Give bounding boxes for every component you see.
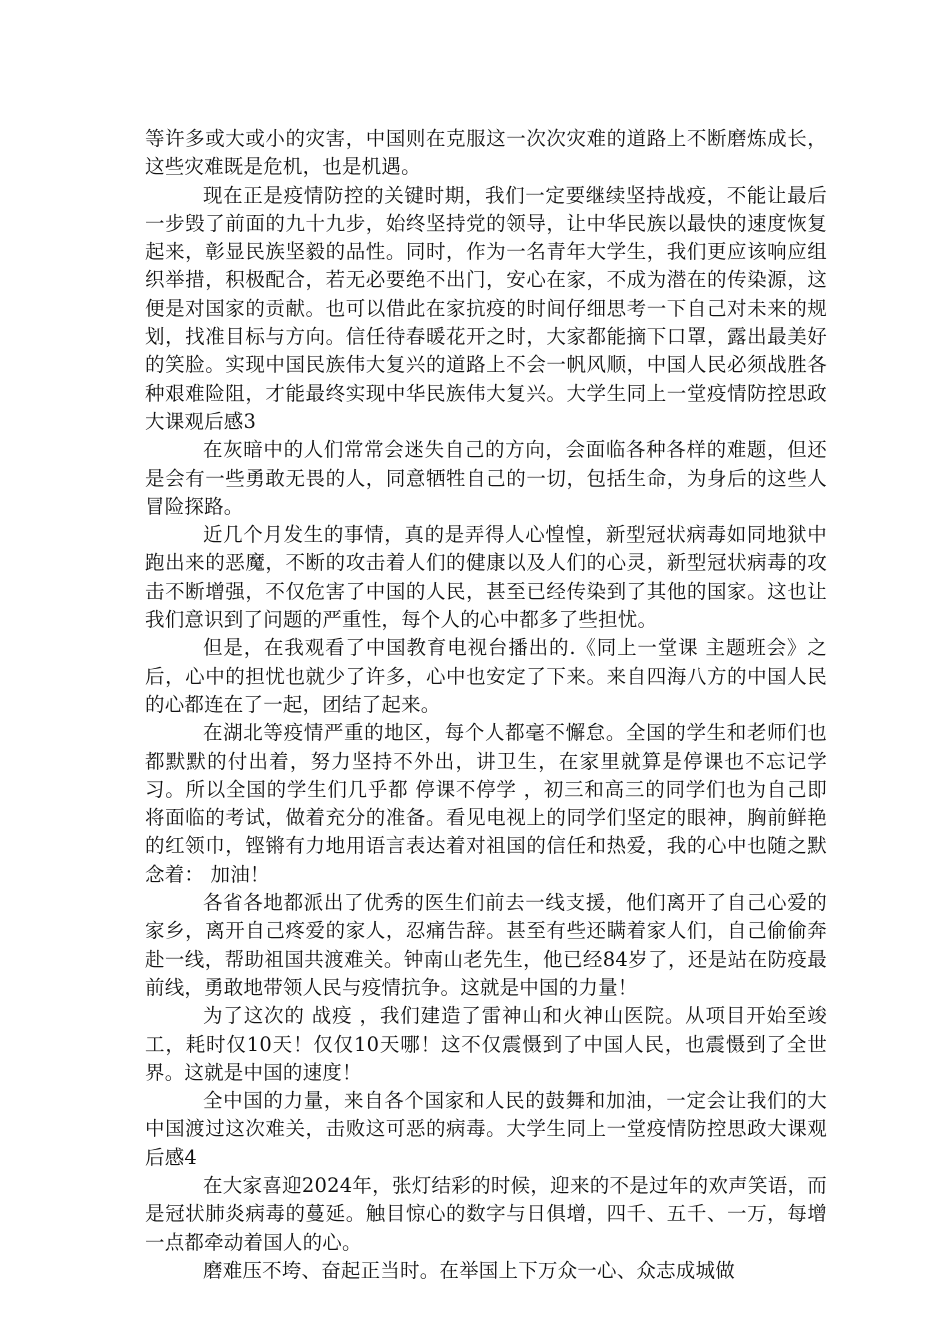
paragraph-10: 在大家喜迎2024年，张灯结彩的时候，迎来的不是过年的欢声笑语，而是冠状肺炎病毒的蔓延。触目惊心的数字与日俱增，四千、五千、一万，每增一点都牵动着国人的心。 [145, 1173, 827, 1254]
paragraph-7: 各省各地都派出了优秀的医生们前去一线支援，他们离开了自己心爱的家乡，离开自己疼爱的家人，忍痛告辞。甚至有些还瞒着家人们，自己偷偷奔赴一线，帮助祖国共渡难关。钟南山老先生，他已经84岁了，还是站在防疫最前线，勇敢地带领人民与疫情抗争。这就是中国的力量！ [145, 891, 827, 999]
paragraph-9: 全中国的力量，来自各个国家和人民的鼓舞和加油，一定会让我们的大中国渡过这次难关，击败这可恶的病毒。大学生同上一堂疫情防控思政大课观后感4 [145, 1089, 827, 1169]
paragraph-11: 磨难压不垮、奋起正当时。在举国上下万众一心、众志成城做 [203, 1258, 735, 1282]
document-body [145, 125, 827, 1285]
paragraph-4: 近几个月发生的事情，真的是弄得人心惶惶，新型冠状病毒如同地狱中跑出来的恶魔，不断的攻击着人们的健康以及人们的心灵，新型冠状病毒的攻击不断增强，不仅危害了中国的人民，甚至已经传染到了其他的国家。这也让我们意识到了问题的严重性，每个人的心中都多了些担忧。 [145, 523, 827, 632]
paragraph-8: 为了这次的 战疫 ，我们建造了雷神山和火神山医院。从项目开始至竣工，耗时仅10天！仅仅10天哪！这不仅震慑到了中国人民，也震慑到了全世界。这就是中国的速度！ [145, 1004, 827, 1084]
paragraph-1: 等许多或大或小的灾害，中国则在克服这一次次灾难的道路上不断磨炼成长，这些灾难既是危机，也是机遇。 [145, 127, 827, 179]
paragraph-5: 但是，在我观看了中国教育电视台播出的.《同上一堂课 主题班会》之后，心中的担忧也就少了许多，心中也安定了下来。来自四海八方的中国人民的心都连在了一起，团结了起来。 [145, 636, 827, 716]
paragraph-2: 现在正是疫情防控的关键时期，我们一定要继续坚持战疫，不能让最后一步毁了前面的九十九步，始终坚持党的领导，让中华民族以最快的速度恢复起来，彰显民族坚毅的品性。同时，作为一名青年大学生，我们更应该响应组织举措，积极配合，若无必要绝不出门，安心在家，不成为潜在的传染源，这便是对国家的贡献。也可以借此在家抗疫的时间仔细思考一下自己对未来的规划，找准目标与方向。信任待春暖花开之时，大家都能摘下口罩，露出最美好的笑脸。实现中国民族伟大复兴的道路上不会一帆风顺，中国人民必须战胜各种艰难险阻，才能最终实现中华民族伟大复兴。大学生同上一堂疫情防控思政大课观后感3 [145, 183, 827, 433]
paragraph-3: 在灰暗中的人们常常会迷失自己的方向，会面临各种各样的难题，但还是会有一些勇敢无畏的人，同意牺牲自己的一切，包括生命，为身后的这些人冒险探路。 [145, 438, 827, 518]
paragraph-6: 在湖北等疫情严重的地区，每个人都毫不懈怠。全国的学生和老师们也都默默的付出着，努力坚持不外出，讲卫生，在家里就算是停课也不忘记学习。所以全国的学生们几乎都 停课不停学 ，初三和高三的同学们也为自己即将面临的考试，做着充分的准备。看见电视上的同学们坚定的眼神，胸前鲜艳的红领巾，铿锵有力地用语言表达着对祖国的信任和热爱，我的心中也随之默念着： 加油！ [145, 721, 827, 886]
